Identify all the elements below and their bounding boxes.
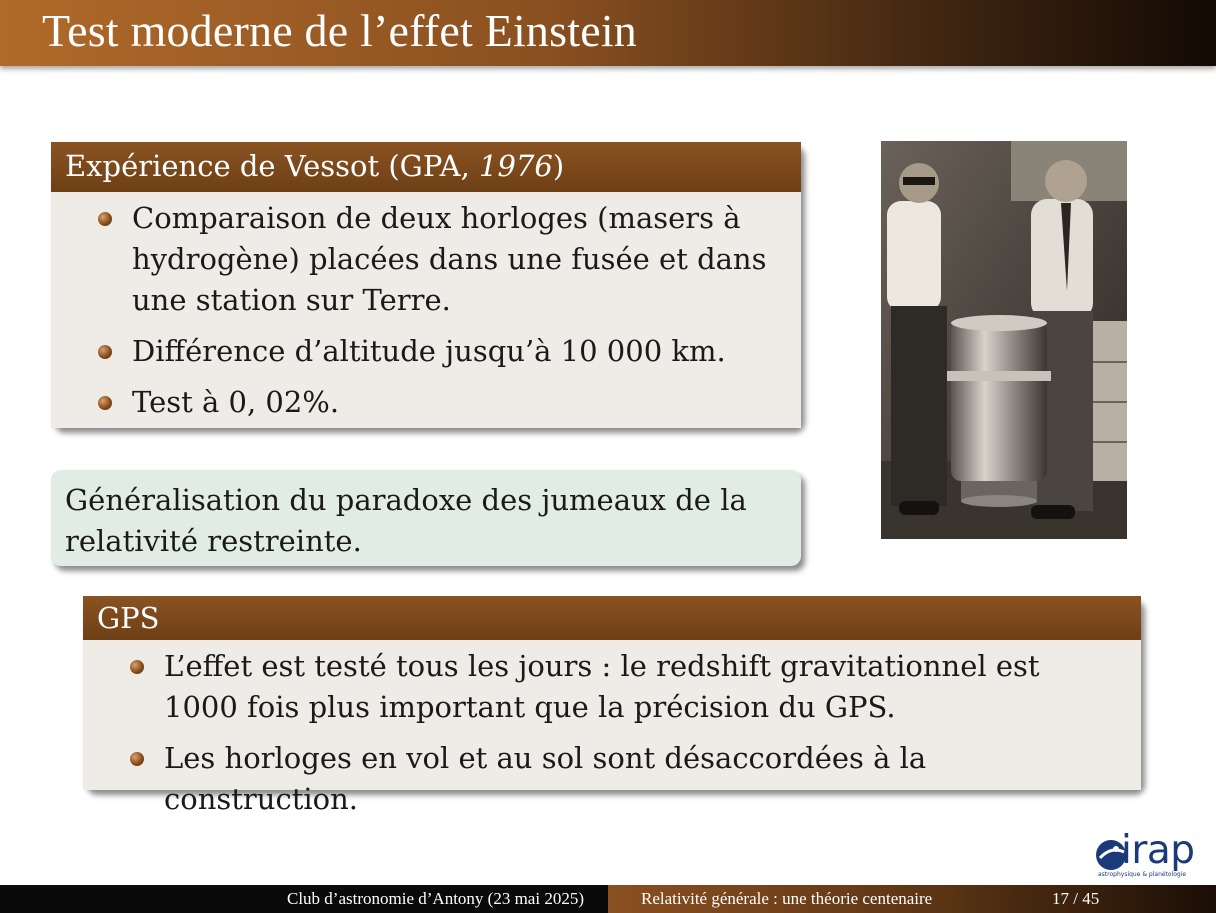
page-number: 17 / 45 [1052,889,1100,908]
vessot-heading-close: ) [552,149,565,183]
bullet-ball-icon [130,752,144,766]
bullet-ball-icon [130,660,144,674]
footer [0,885,1216,913]
list-item-text: Différence d’altitude jusqu’à 10 000 km. [132,334,726,368]
vessot-block-body [51,192,801,428]
list-item-text: Comparaison de deux horloges (masers à hydrogène) placées dans une fusée et dans une station sur Terre. [132,201,767,317]
bullet-ball-icon [98,345,112,359]
list-item [51,331,801,372]
vessot-heading-text: Expérience de Vessot (GPA, [65,149,480,183]
vessot-heading-year: 1976 [479,149,553,183]
gps-block-heading: GPS [83,596,1141,640]
list-item [83,738,1141,820]
footer-talk-title: Relativité générale : une théorie centenaire [641,889,933,908]
footer-left [0,885,608,913]
list-item [51,382,801,423]
slide-title: Test moderne de l’effet Einstein [42,5,638,56]
title-bar [0,0,1216,66]
vessot-experiment-block [51,142,801,428]
gps-block [83,596,1141,816]
bullet-ball-icon [98,212,112,226]
twin-paradox-text: Généralisation du paradoxe des jumeaux de la relativité restreinte. [65,483,747,558]
list-item-text: Les horloges en vol et au sol sont désaccordées à la construction. [164,741,927,816]
irap-logo [1094,828,1210,882]
photo-illustration [881,141,1127,539]
footer-right [608,885,1216,913]
logo-wordmark: irap [1121,828,1195,873]
vessot-photo [881,141,1127,539]
footer-event: Club d’astronomie d’Antony (23 mai 2025) [287,889,584,908]
list-item [83,646,1141,728]
list-item-text: L’effet est testé tous les jours : le redshift gravitationnel est 1000 fois plus important que la précision du GPS. [164,649,1040,724]
list-item [51,198,801,321]
gps-block-body [83,640,1141,816]
twin-paradox-alert-block [51,470,801,566]
logo-tagline: astrophysique & planétologie [1098,871,1187,878]
list-item-text: Test à 0, 02%. [132,385,340,419]
bullet-ball-icon [98,396,112,410]
vessot-block-heading [51,142,801,192]
